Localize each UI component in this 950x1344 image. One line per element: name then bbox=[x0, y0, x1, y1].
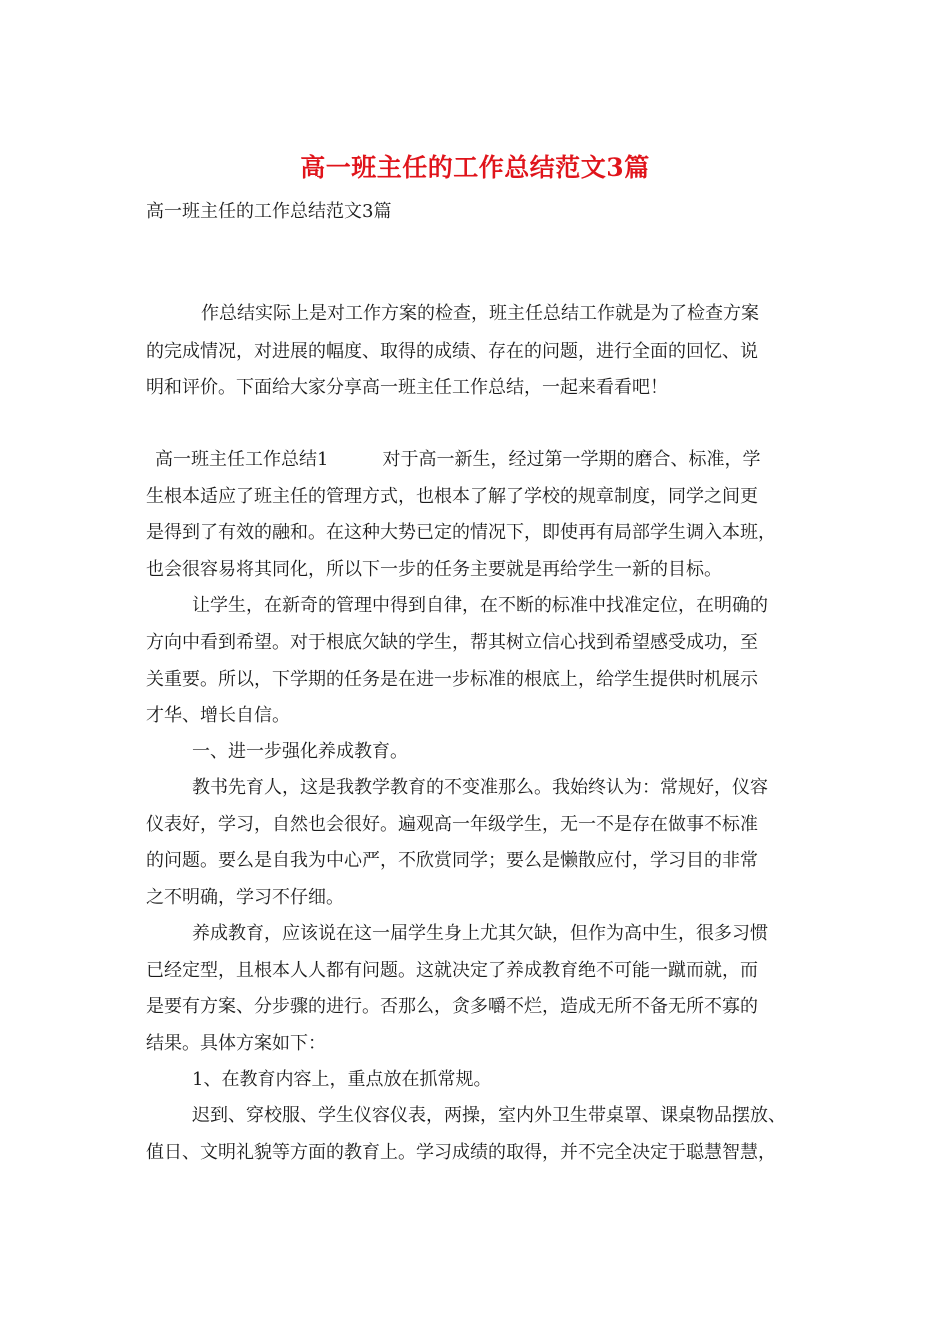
document-title: 高一班主任的工作总结范文3篇 bbox=[300, 153, 650, 182]
paragraph-line: 是要有方案、分步骤的进行。否那么，贪多嚼不烂，造成无所不备无所不寡的 bbox=[146, 996, 758, 1017]
paragraph-line: 教书先育人，这是我教学教育的不变准那么。我始终认为：常规好，仪容 bbox=[192, 777, 768, 798]
paragraph-line: 仪表好，学习，自然也会很好。遍观高一年级学生，无一不是存在做事不标准 bbox=[146, 814, 758, 835]
paragraph-line: 已经定型，且根本人人都有问题。这就决定了养成教育绝不可能一蹴而就，而 bbox=[146, 960, 758, 981]
paragraph-line: 作总结实际上是对工作方案的检查，班主任总结工作就是为了检查方案 bbox=[201, 303, 759, 324]
document-subtitle: 高一班主任的工作总结范文3篇 bbox=[146, 201, 392, 222]
paragraph-line: 的问题。要么是自我为中心严，不欣赏同学；要么是懒散应付，学习目的非常 bbox=[146, 850, 758, 871]
paragraph-line: 的完成情况，对进展的幅度、取得的成绩、存在的问题，进行全面的回忆、说 bbox=[146, 341, 758, 362]
paragraph-line: 值日、文明礼貌等方面的教育上。学习成绩的取得，并不完全决定于聪慧智慧， bbox=[146, 1142, 776, 1163]
paragraph-line: 让学生，在新奇的管理中得到自律，在不断的标准中找准定位，在明确的 bbox=[192, 595, 768, 616]
paragraph-line: 迟到、穿校服、学生仪容仪表，两操，室内外卫生带桌罩、课桌物品摆放、 bbox=[192, 1105, 786, 1126]
subsection-heading: 1、在教育内容上，重点放在抓常规。 bbox=[192, 1069, 492, 1090]
paragraph-line: 生根本适应了班主任的管理方式，也根本了解了学校的规章制度，同学之间更 bbox=[146, 486, 758, 507]
paragraph-line: 养成教育，应该说在这一届学生身上尤其欠缺，但作为高中生，很多习惯 bbox=[192, 923, 768, 944]
paragraph-line: 是得到了有效的融和。在这种大势已定的情况下，即使再有局部学生调入本班， bbox=[146, 522, 776, 543]
paragraph-line: 也会很容易将其同化，所以下一步的任务主要就是再给学生一新的目标。 bbox=[146, 559, 722, 580]
paragraph-line: 方向中看到希望。对于根底欠缺的学生，帮其树立信心找到希望感受成功，至 bbox=[146, 632, 758, 653]
paragraph-line: 明和评价。下面给大家分享高一班主任工作总结，一起来看看吧！ bbox=[146, 377, 668, 398]
paragraph-line: 之不明确，学习不仔细。 bbox=[146, 887, 344, 908]
paragraph-line: 关重要。所以，下学期的任务是在进一步标准的根底上，给学生提供时机展示 bbox=[146, 669, 758, 690]
paragraph-line: 才华、增长自信。 bbox=[146, 705, 290, 726]
paragraph-line: 高一班主任工作总结1 对于高一新生，经过第一学期的磨合、标准，学 bbox=[155, 449, 761, 470]
section-heading: 一、进一步强化养成教育。 bbox=[192, 741, 408, 762]
paragraph-line: 结果。具体方案如下： bbox=[146, 1033, 326, 1054]
